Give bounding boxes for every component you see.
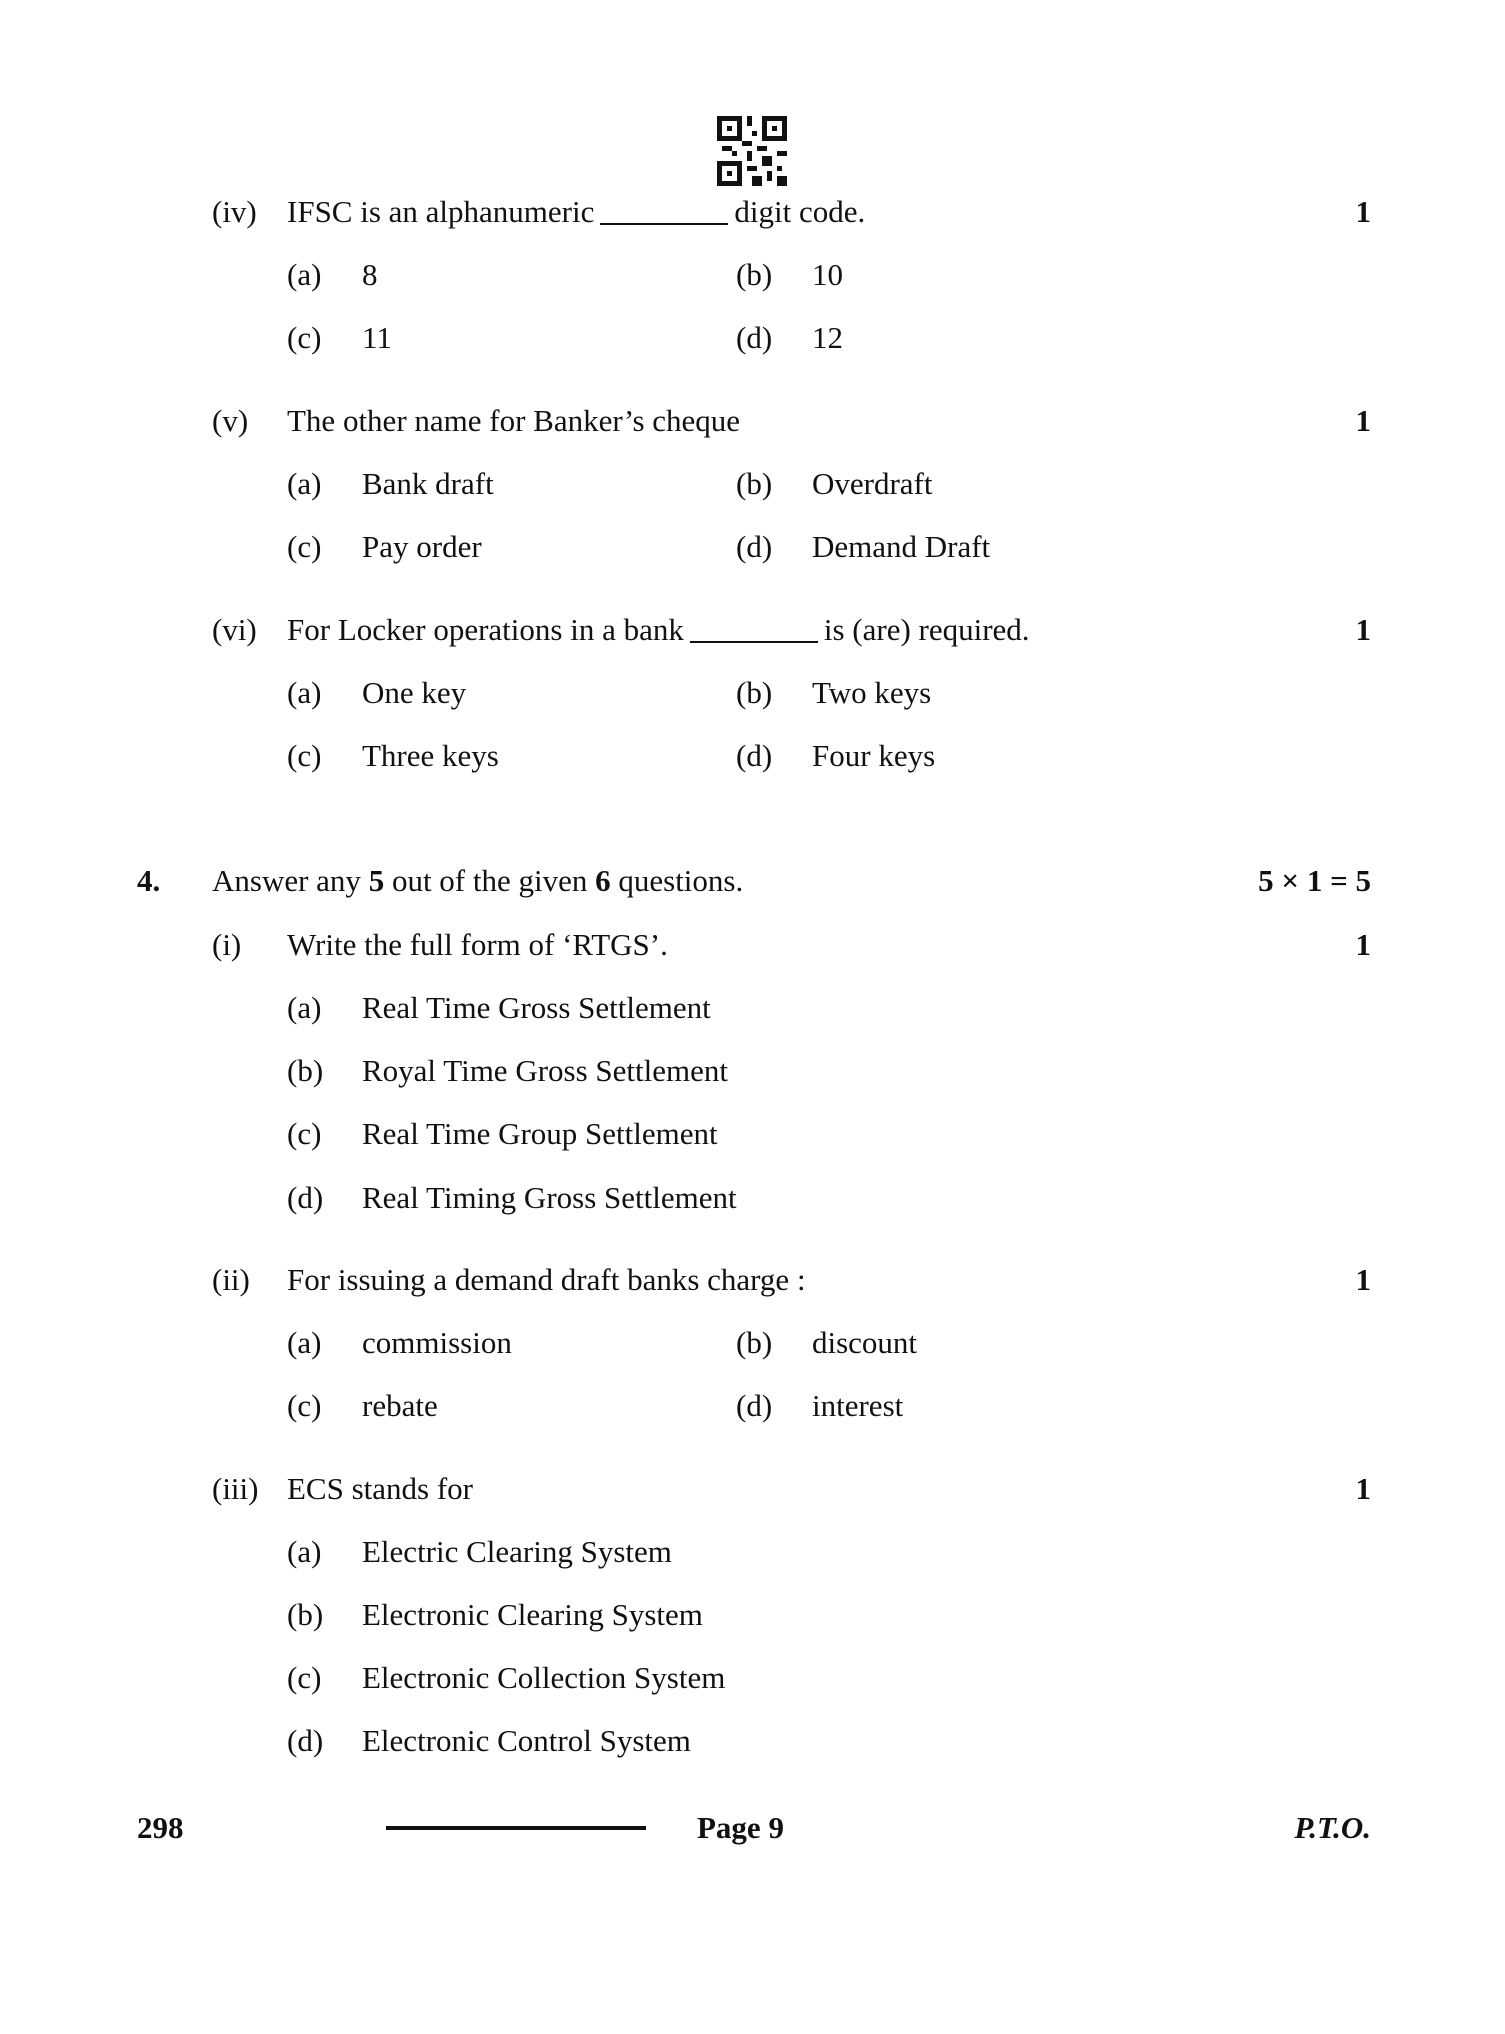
question-4-instruction: Answer any 5 out of the given 6 questions.	[212, 863, 744, 898]
question-4-number: 4.	[137, 863, 161, 898]
option-label: (a)	[287, 1325, 322, 1360]
option-text: 10	[812, 257, 843, 292]
question-4-i-number: (i)	[212, 927, 242, 962]
option-text: Electronic Clearing System	[362, 1597, 703, 1632]
paper-code: 298	[137, 1810, 184, 1845]
option-text: 8	[362, 257, 378, 292]
footer-divider	[386, 1826, 646, 1830]
question-3-iv-marks: 1	[1355, 194, 1371, 229]
question-4-iii-number: (iii)	[212, 1471, 259, 1506]
question-3-vi-text: For Locker operations in a bank is (are) required.	[287, 612, 1030, 647]
option-label: (d)	[736, 529, 773, 564]
option-text: One key	[362, 675, 467, 710]
option-label: (d)	[287, 1723, 324, 1758]
option-label: (b)	[287, 1597, 324, 1632]
option-text: Overdraft	[812, 466, 933, 501]
option-text: Three keys	[362, 738, 499, 773]
option-label: (b)	[736, 257, 773, 292]
question-4-i-marks: 1	[1355, 927, 1371, 962]
option-label: (a)	[287, 990, 322, 1025]
option-label: (a)	[287, 1534, 322, 1569]
option-text: Two keys	[812, 675, 932, 710]
option-text: Royal Time Gross Settlement	[362, 1053, 728, 1088]
option-text: rebate	[362, 1388, 438, 1423]
option-label: (b)	[736, 1325, 773, 1360]
option-label: (d)	[736, 320, 773, 355]
answer-blank	[690, 641, 818, 643]
question-4-iii-text: ECS stands for	[287, 1471, 473, 1506]
option-label: (c)	[287, 1660, 322, 1695]
answer-blank	[600, 223, 728, 225]
option-text: discount	[812, 1325, 918, 1360]
option-label: (a)	[287, 466, 322, 501]
option-text: Electric Clearing System	[362, 1534, 672, 1569]
option-text: Electronic Control System	[362, 1723, 691, 1758]
page-number: Page 9	[697, 1810, 784, 1845]
option-label: (b)	[736, 675, 773, 710]
question-3-vi-marks: 1	[1355, 612, 1371, 647]
option-label: (c)	[287, 738, 322, 773]
question-4-ii-number: (ii)	[212, 1262, 250, 1297]
option-text: interest	[812, 1388, 904, 1423]
question-4-i-text: Write the full form of ‘RTGS’.	[287, 927, 668, 962]
option-text: Electronic Collection System	[362, 1660, 726, 1695]
option-label: (a)	[287, 675, 322, 710]
option-text: Real Timing Gross Settlement	[362, 1180, 737, 1215]
option-label: (c)	[287, 1116, 322, 1151]
option-label: (d)	[287, 1180, 324, 1215]
question-4-marks: 5 × 1 = 5	[1258, 863, 1371, 898]
question-4-ii-text: For issuing a demand draft banks charge :	[287, 1262, 806, 1297]
option-text: Demand Draft	[812, 529, 991, 564]
question-4-iii-marks: 1	[1355, 1471, 1371, 1506]
option-text: commission	[362, 1325, 512, 1360]
option-text: Real Time Group Settlement	[362, 1116, 718, 1151]
option-text: Real Time Gross Settlement	[362, 990, 711, 1025]
question-3-v-marks: 1	[1355, 403, 1371, 438]
please-turn-over: P.T.O.	[1294, 1810, 1371, 1845]
question-3-vi-number: (vi)	[212, 612, 257, 647]
option-label: (c)	[287, 1388, 322, 1423]
option-label: (d)	[736, 738, 773, 773]
question-3-iv-number: (iv)	[212, 194, 257, 229]
question-3-v-text: The other name for Banker’s cheque	[287, 403, 741, 438]
option-text: Bank draft	[362, 466, 494, 501]
option-label: (b)	[287, 1053, 324, 1088]
option-text: 12	[812, 320, 843, 355]
option-label: (a)	[287, 257, 322, 292]
option-text: Pay order	[362, 529, 482, 564]
option-text: Four keys	[812, 738, 936, 773]
question-4-ii-marks: 1	[1355, 1262, 1371, 1297]
option-text: 11	[362, 320, 392, 355]
qr-code-icon	[717, 116, 787, 186]
option-label: (b)	[736, 466, 773, 501]
option-label: (c)	[287, 529, 322, 564]
question-3-v-number: (v)	[212, 403, 249, 438]
question-3-iv-text: IFSC is an alphanumeric digit code.	[287, 194, 866, 229]
option-label: (d)	[736, 1388, 773, 1423]
option-label: (c)	[287, 320, 322, 355]
